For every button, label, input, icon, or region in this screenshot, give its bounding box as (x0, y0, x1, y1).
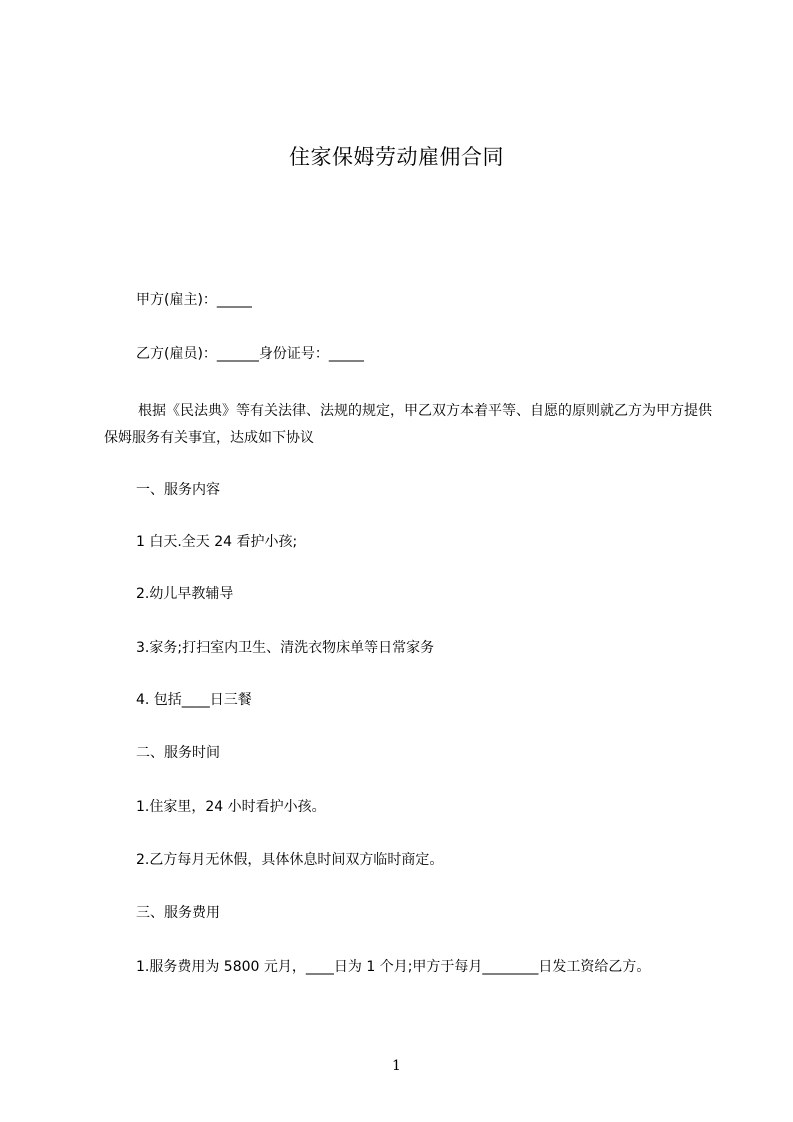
section-heading-service-fee: 三、服务费用 (136, 905, 220, 921)
service-content-item-1: 1 白天.全天 24 看护小孩; (136, 534, 298, 550)
service-content-item-3: 3.家务;打扫室内卫生、清洗衣物床单等日常家务 (136, 640, 435, 656)
service-time-item-1: 1.住家里，24 小时看护小孩。 (136, 799, 326, 815)
preamble-paragraph: 根据《民法典》等有关法律、法规的规定，甲乙双方本着平等、自愿的原则就乙方为甲方提供保姆服务有关事宜，达成如下协议 (104, 403, 712, 446)
service-fee-item-1: 1.服务费用为 5800 元月，____日为 1 个月;甲方于每月________日发工资给乙方。 (136, 959, 651, 975)
document-title: 住家保姆劳动雇佣合同 (289, 145, 504, 169)
service-content-item-4: 4. 包括____日三餐 (136, 692, 252, 708)
section-heading-service-time: 二、服务时间 (136, 745, 220, 761)
party-a-line: 甲方(雇主)：_____ (136, 292, 252, 308)
service-content-item-2: 2.幼儿早教辅导 (136, 586, 234, 602)
page-number: 1 (392, 1058, 401, 1074)
section-heading-service-content: 一、服务内容 (136, 482, 220, 498)
party-b-line: 乙方(雇员)：______身份证号：_____ (136, 346, 364, 362)
service-time-item-2: 2.乙方每月无休假，具体休息时间双方临时商定。 (136, 852, 444, 868)
